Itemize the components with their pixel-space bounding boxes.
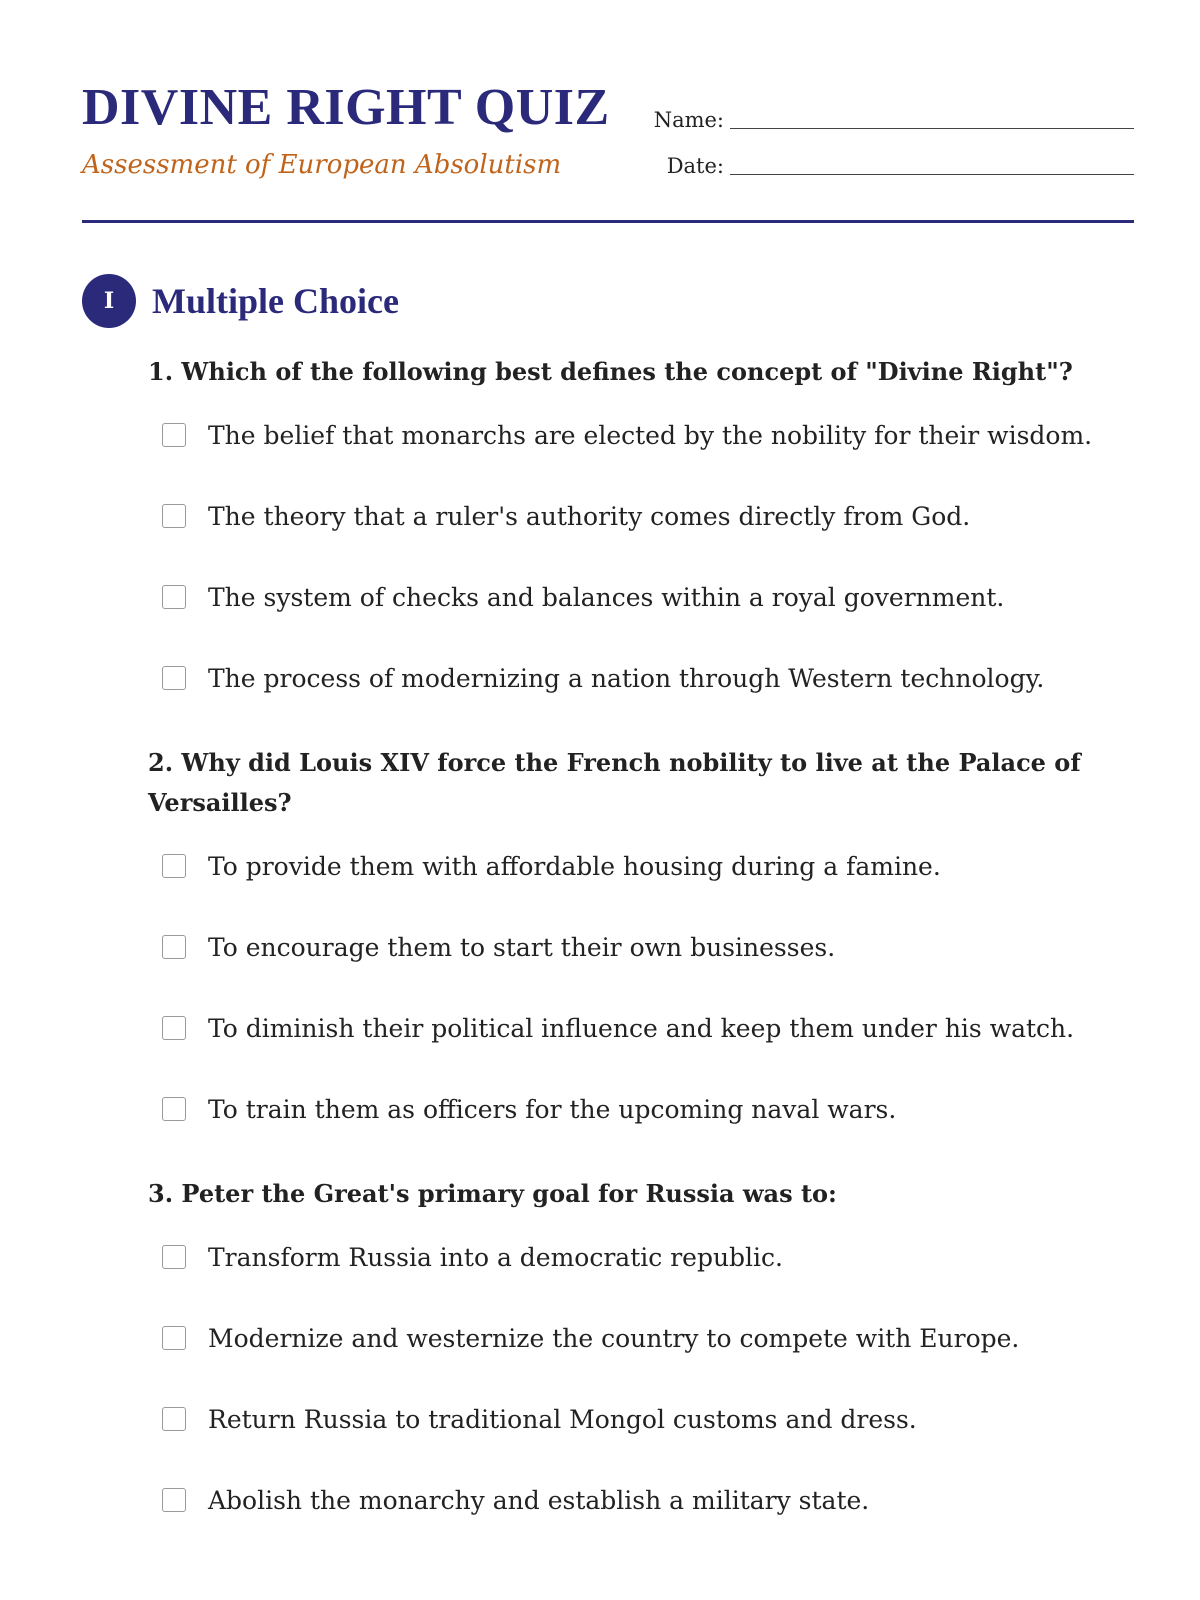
answer-option[interactable] (148, 1232, 1134, 1282)
quiz-page (82, 0, 1134, 1515)
checkbox[interactable] (162, 1016, 186, 1040)
checkbox[interactable] (162, 423, 186, 447)
option-label: To provide them with affordable housing during a famine. (208, 851, 941, 881)
option-label: Abolish the monarchy and establish a military state. (208, 1485, 870, 1515)
answer-option[interactable] (148, 1003, 1134, 1053)
option-label: The system of checks and balances within a royal government. (208, 582, 1005, 612)
option-label: The theory that a ruler's authority comes directly from God. (208, 501, 971, 531)
answer-option[interactable] (148, 653, 1134, 703)
section-number-badge: I (82, 274, 136, 328)
question-1 (148, 352, 1134, 703)
question-text: 3. Peter the Great's primary goal for Russia was to: (148, 1179, 837, 1208)
answer-option[interactable] (148, 491, 1134, 541)
checkbox[interactable] (162, 1488, 186, 1512)
date-line[interactable] (730, 173, 1134, 175)
section-title: Multiple Choice (152, 281, 399, 321)
option-label: The belief that monarchs are elected by the nobility for their wisdom. (208, 420, 1093, 450)
option-label: Modernize and westernize the country to compete with Europe. (208, 1323, 1020, 1353)
answer-option[interactable] (148, 841, 1134, 891)
answer-option[interactable] (148, 1313, 1134, 1363)
date-field[interactable] (652, 156, 1134, 177)
name-label: Name: (653, 108, 724, 132)
checkbox[interactable] (162, 585, 186, 609)
question-text: 1. Which of the following best defines the concept of "Divine Right"? (148, 357, 1073, 386)
name-line[interactable] (730, 127, 1134, 129)
checkbox[interactable] (162, 666, 186, 690)
checkbox[interactable] (162, 1097, 186, 1121)
answer-option[interactable] (148, 1394, 1134, 1444)
question-2 (148, 743, 1134, 1134)
option-label: Return Russia to traditional Mongol customs and dress. (208, 1404, 917, 1434)
option-label: To train them as officers for the upcoming naval wars. (208, 1094, 897, 1124)
date-label: Date: (666, 154, 724, 178)
option-label: To encourage them to start their own businesses. (208, 932, 836, 962)
checkbox[interactable] (162, 1407, 186, 1431)
answer-option[interactable] (148, 1475, 1134, 1525)
answer-option[interactable] (148, 410, 1134, 460)
answer-option[interactable] (148, 1084, 1134, 1134)
question-text: 2. Why did Louis XIV force the French nobility to live at the Palace of Versailles? (148, 748, 1081, 817)
checkbox[interactable] (162, 854, 186, 878)
question-list (148, 352, 1134, 1565)
checkbox[interactable] (162, 1245, 186, 1269)
section-heading (82, 274, 399, 328)
name-field[interactable] (652, 110, 1134, 131)
option-label: To diminish their political influence and keep them under his watch. (208, 1013, 1075, 1043)
checkbox[interactable] (162, 935, 186, 959)
option-label: Transform Russia into a democratic republic. (208, 1242, 783, 1272)
option-label: The process of modernizing a nation through Western technology. (208, 663, 1045, 693)
quiz-header (82, 0, 1134, 223)
checkbox[interactable] (162, 1326, 186, 1350)
question-3 (148, 1174, 1134, 1525)
answer-option[interactable] (148, 922, 1134, 972)
checkbox[interactable] (162, 504, 186, 528)
page-subtitle: Assessment of European Absolutism (82, 150, 562, 180)
answer-option[interactable] (148, 572, 1134, 622)
page-title: DIVINE RIGHT QUIZ (82, 79, 610, 136)
